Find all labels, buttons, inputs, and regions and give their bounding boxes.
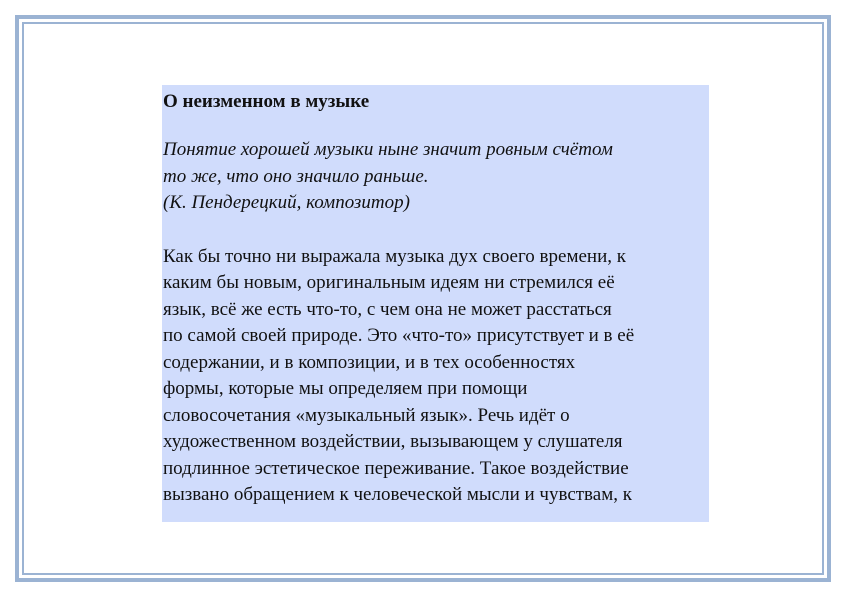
quote-line: то же, что оно значило раньше. (163, 165, 429, 187)
body-line: художественном воздействии, вызывающем у слушателя (163, 431, 623, 452)
epigraph-quote (163, 137, 709, 217)
body-line: язык, всё же есть что-то, с чем она не может расстаться (163, 298, 612, 320)
body-line: формы, которые мы определяем при помощи (163, 378, 528, 399)
body-line: подлинное эстетическое переживание. Такое воздействие (163, 457, 629, 479)
body-paragraph (163, 244, 709, 509)
slide-title: О неизменном в музыке (163, 91, 370, 112)
body-line: содержании, и в композиции, и в тех особенностях (163, 351, 576, 373)
quote-line: Понятие хорошей музыки ныне значит ровным счётом (163, 139, 613, 160)
body-line: вызвано обращением к человеческой мысли и чувствам, к (163, 484, 632, 505)
body-line: каким бы новым, оригинальным идеям ни стремился её (163, 272, 615, 293)
body-line: словосочетания «музыкальный язык». Речь идёт о (163, 404, 570, 426)
body-line: по самой своей природе. Это «что-то» присутствует и в её (163, 325, 635, 346)
quote-attribution: (К. Пендерецкий, композитор) (163, 192, 410, 213)
body-line: Как бы точно ни выражала музыка дух своего времени, к (163, 245, 626, 267)
text-box (162, 85, 709, 522)
